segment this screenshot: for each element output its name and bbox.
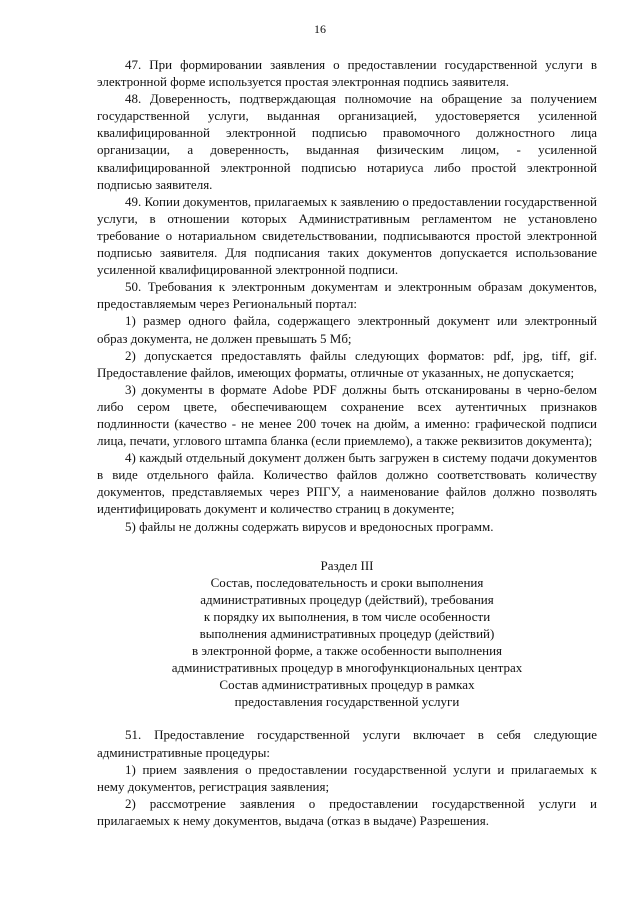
section-title-line: к порядку их выполнения, в том числе особенности <box>203 608 491 624</box>
paragraph-50-item-1: 1) размер одного файла, содержащего электронный документ или электронный образ документа, не должен превышать 5 Мб; <box>97 313 597 346</box>
paragraph-50-item-3: 3) документы в формате Adobe PDF должны быть отсканированы в черно-белом либо сером цвете, обеспечивающем сохранение всех аутентичных признаков подлинности (качество - не менее 200 точек на дюйм, а именно: графической подписи лица, печати, углового штампа бланка (если приемлемо), а также реквизитов документа); <box>97 381 597 449</box>
paragraph-48: 48. Доверенность, подтверждающая полномочие на обращение за получением государственной услуги, выданная организацией, удостоверяется усиленной квалифицированной электронной подписью правомочного должностного лица организации, а доверенность, выданная физическим лицом, - усиленной квалифицированной электронной подписью нотариуса либо простой электронной подписью заявителя. <box>97 91 597 192</box>
section-subtitle-line: Состав административных процедур в рамках <box>219 677 475 693</box>
paragraph-51-item-2: 2) рассмотрение заявления о предоставлении государственной услуги и прилагаемых к нему документов, выдача (отказ в выдаче) Разрешения. <box>97 795 597 828</box>
paragraph-50: 50. Требования к электронным документам и электронным образам документов, предоставляемым через Региональный портал: <box>97 279 597 312</box>
section-subtitle-line: предоставления государственной услуги <box>234 694 460 710</box>
page-number: 16 <box>314 22 326 36</box>
section-spacer-bottom <box>97 710 597 726</box>
section-title-line: в электронной форме, а также особенности выполнения <box>191 643 503 659</box>
paragraph-47: 47. При формировании заявления о предоставлении государственной услуги в электронной форме используется простая электронная подпись заявителя. <box>97 57 597 90</box>
paragraph-50-item-2: 2) допускается предоставлять файлы следующих форматов: pdf, jpg, tiff, gif. Предоставление файлов, имеющих форматы, отличные от указанных, не допускается; <box>97 347 597 380</box>
paragraph-51: 51. Предоставление государственной услуги включает в себя следующие административные процедуры: <box>97 727 597 760</box>
paragraph-50-item-5: 5) файлы не должны содержать вирусов и вредоносных программ. <box>125 518 494 534</box>
section-title-line: административных процедур в многофункциональных центрах <box>171 660 523 676</box>
section-heading-block <box>97 557 597 711</box>
paragraph-51-item-1: 1) прием заявления о предоставлении государственной услуги и прилагаемых к нему документов, регистрация заявления; <box>97 761 597 794</box>
section-number: Раздел III <box>320 557 374 573</box>
section-spacer-top <box>97 535 597 557</box>
section-title-line: Состав, последовательность и сроки выполнения <box>210 574 484 590</box>
paragraph-49: 49. Копии документов, прилагаемых к заявлению о предоставлении государственной услуги, в отношении которых Административным регламентом не установлено требование о нотариальном свидетельствовании, подписываются простой электронной подписью заявителя. Для подписания таких документов допускается использование усиленной квалифицированной электронной подписи. <box>97 193 597 278</box>
section-title-line: административных процедур (действий), требования <box>200 591 494 607</box>
document-body <box>97 56 597 829</box>
paragraph-50-item-4: 4) каждый отдельный документ должен быть загружен в систему подачи документов в виде отдельного файла. Количество файлов должно соответствовать количеству документов, представляемых через РПГУ, а наименование файлов должно позволять идентифицировать документ и количество страниц в документе; <box>97 450 597 517</box>
section-title-line: выполнения административных процедур (действий) <box>199 626 495 641</box>
